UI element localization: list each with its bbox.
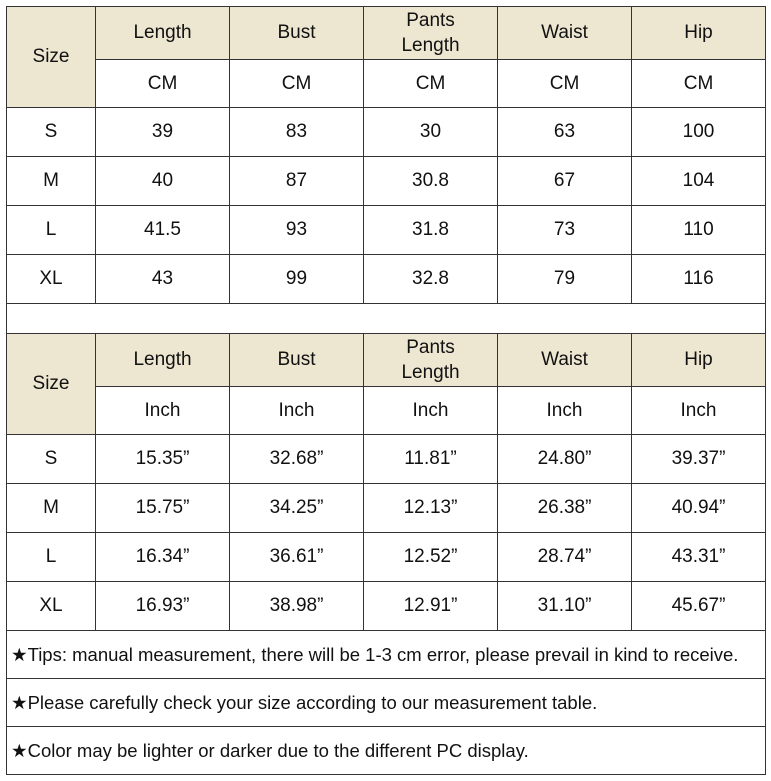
- inch-header-bust: Bust: [230, 334, 364, 387]
- value-cell: 30: [364, 108, 498, 157]
- value-cell: 100: [632, 108, 766, 157]
- value-cell: 87: [230, 157, 364, 206]
- inch-row-s: [7, 435, 766, 484]
- size-cell: L: [7, 206, 96, 255]
- inch-unit-row: [7, 387, 766, 435]
- cm-unit-row: [7, 60, 766, 108]
- value-cell: 31.10”: [498, 582, 632, 631]
- value-cell: 39.37”: [632, 435, 766, 484]
- cm-unit: CM: [364, 60, 498, 108]
- separator-row: [7, 304, 766, 334]
- value-cell: 67: [498, 157, 632, 206]
- cm-unit: CM: [632, 60, 766, 108]
- size-cell: M: [7, 484, 96, 533]
- inch-unit: Inch: [96, 387, 230, 435]
- value-cell: 16.34”: [96, 533, 230, 582]
- value-cell: 43: [96, 255, 230, 304]
- value-cell: 16.93”: [96, 582, 230, 631]
- value-cell: 38.98”: [230, 582, 364, 631]
- cm-header-row: [7, 7, 766, 60]
- value-cell: 24.80”: [498, 435, 632, 484]
- inch-size-header: Size: [7, 334, 96, 435]
- size-cell: S: [7, 435, 96, 484]
- cm-header-bust: Bust: [230, 7, 364, 60]
- value-cell: 63: [498, 108, 632, 157]
- size-cell: XL: [7, 582, 96, 631]
- inch-unit: Inch: [632, 387, 766, 435]
- color-note: ★Color may be lighter or darker due to the different PC display.: [7, 727, 766, 775]
- cm-header-hip: Hip: [632, 7, 766, 60]
- cm-header-pants-length: Pants Length: [364, 7, 498, 60]
- value-cell: 28.74”: [498, 533, 632, 582]
- value-cell: 73: [498, 206, 632, 255]
- value-cell: 34.25”: [230, 484, 364, 533]
- cm-header-waist: Waist: [498, 7, 632, 60]
- size-cell: S: [7, 108, 96, 157]
- value-cell: 30.8: [364, 157, 498, 206]
- value-cell: 15.75”: [96, 484, 230, 533]
- cm-unit: CM: [96, 60, 230, 108]
- value-cell: 11.81”: [364, 435, 498, 484]
- value-cell: 39: [96, 108, 230, 157]
- size-cell: L: [7, 533, 96, 582]
- size-cell: XL: [7, 255, 96, 304]
- note-row: [7, 631, 766, 679]
- cm-unit: CM: [230, 60, 364, 108]
- value-cell: 45.67”: [632, 582, 766, 631]
- value-cell: 110: [632, 206, 766, 255]
- cm-row-s: [7, 108, 766, 157]
- inch-header-length: Length: [96, 334, 230, 387]
- size-cell: M: [7, 157, 96, 206]
- inch-unit: Inch: [498, 387, 632, 435]
- inch-header-row: [7, 334, 766, 387]
- separator-cell: [7, 304, 766, 334]
- inch-unit: Inch: [230, 387, 364, 435]
- value-cell: 31.8: [364, 206, 498, 255]
- value-cell: 26.38”: [498, 484, 632, 533]
- size-chart: [6, 6, 765, 775]
- cm-unit: CM: [498, 60, 632, 108]
- inch-header-pants-length: Pants Length: [364, 334, 498, 387]
- cm-size-header: Size: [7, 7, 96, 108]
- inch-row-l: [7, 533, 766, 582]
- inch-header-waist: Waist: [498, 334, 632, 387]
- value-cell: 12.91”: [364, 582, 498, 631]
- inch-unit: Inch: [364, 387, 498, 435]
- value-cell: 41.5: [96, 206, 230, 255]
- value-cell: 83: [230, 108, 364, 157]
- inch-row-xl: [7, 582, 766, 631]
- value-cell: 40: [96, 157, 230, 206]
- value-cell: 40.94”: [632, 484, 766, 533]
- note-row: [7, 679, 766, 727]
- cm-row-l: [7, 206, 766, 255]
- tips-note: ★Tips: manual measurement, there will be 1-3 cm error, please prevail in kind to receive.: [7, 631, 766, 679]
- check-size-note: ★Please carefully check your size according to our measurement table.: [7, 679, 766, 727]
- cm-header-length: Length: [96, 7, 230, 60]
- inch-row-m: [7, 484, 766, 533]
- value-cell: 116: [632, 255, 766, 304]
- value-cell: 43.31”: [632, 533, 766, 582]
- note-row: [7, 727, 766, 775]
- value-cell: 15.35”: [96, 435, 230, 484]
- inch-header-hip: Hip: [632, 334, 766, 387]
- value-cell: 12.13”: [364, 484, 498, 533]
- cm-row-m: [7, 157, 766, 206]
- value-cell: 104: [632, 157, 766, 206]
- cm-row-xl: [7, 255, 766, 304]
- value-cell: 32.8: [364, 255, 498, 304]
- value-cell: 93: [230, 206, 364, 255]
- value-cell: 12.52”: [364, 533, 498, 582]
- value-cell: 36.61”: [230, 533, 364, 582]
- value-cell: 99: [230, 255, 364, 304]
- value-cell: 32.68”: [230, 435, 364, 484]
- size-table: [6, 6, 766, 775]
- value-cell: 79: [498, 255, 632, 304]
